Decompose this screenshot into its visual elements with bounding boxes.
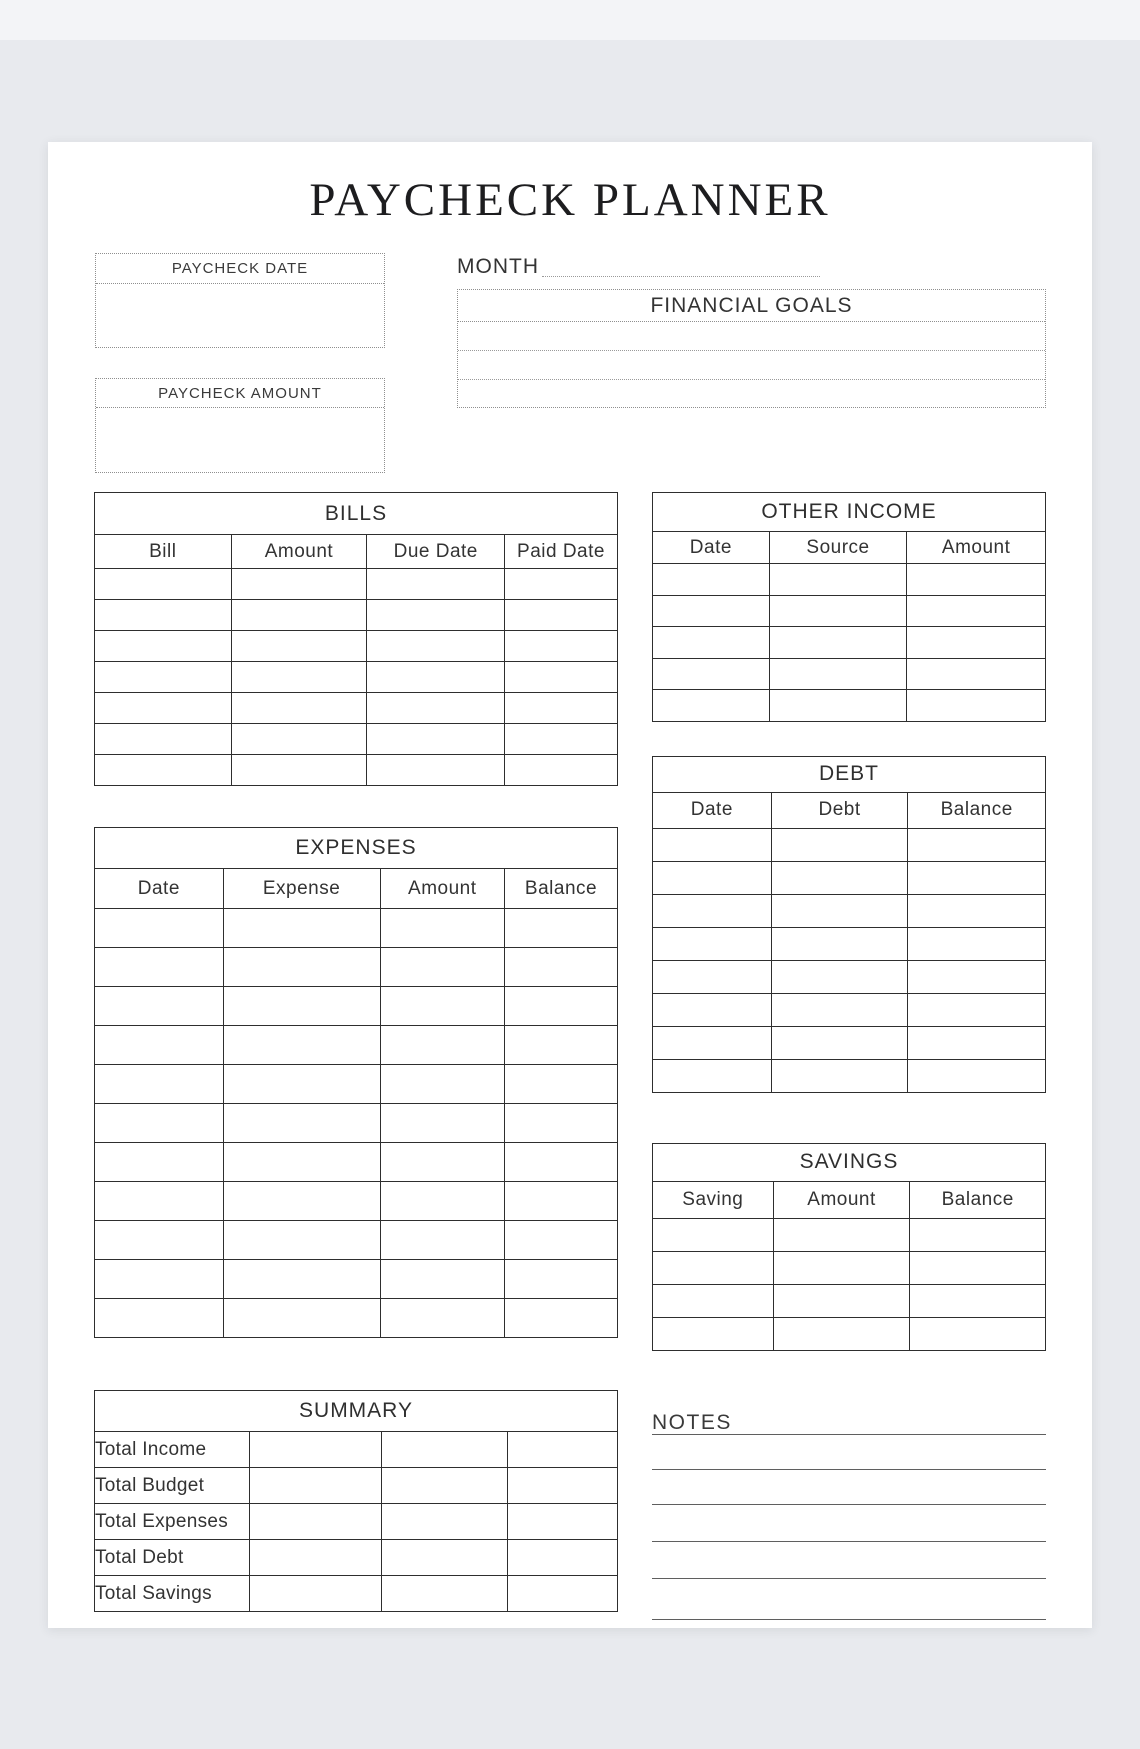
debt-cell[interactable] [771,861,908,894]
debt-cell[interactable] [908,960,1046,993]
other-income-column-header: Amount [907,532,1046,564]
expenses-cell[interactable] [505,1143,618,1182]
other-income-table [652,492,1046,722]
other-income-cell[interactable] [653,627,770,659]
debt-cell[interactable] [771,927,908,960]
summary-row-label: Total Expenses [95,1504,250,1540]
month-input-line[interactable] [542,257,820,277]
other-income-cell[interactable] [907,595,1046,627]
expenses-cell[interactable] [95,909,224,948]
bills-cell[interactable] [231,662,367,693]
summary-cell[interactable] [507,1468,617,1504]
expenses-cell[interactable] [380,1182,504,1221]
other-income-cell[interactable] [907,564,1046,596]
savings-cell[interactable] [910,1218,1046,1251]
expenses-cell[interactable] [505,909,618,948]
expenses-cell[interactable] [95,1260,224,1299]
summary-table-wrap [94,1390,618,1612]
debt-column-header: Date [653,792,772,828]
bills-cell[interactable] [95,693,232,724]
debt-cell[interactable] [771,960,908,993]
summary-cell[interactable] [381,1504,507,1540]
debt-cell[interactable] [653,927,772,960]
other-income-column-header: Source [769,532,907,564]
bills-cell[interactable] [367,631,505,662]
other-income-cell[interactable] [653,564,770,596]
expenses-cell[interactable] [223,1104,380,1143]
notes-line[interactable] [652,1505,1046,1542]
expenses-cell[interactable] [380,1143,504,1182]
expenses-table-wrap [94,827,618,1338]
other-income-table-wrap [652,492,1046,722]
bills-cell[interactable] [367,569,505,600]
other-income-column-header: Date [653,532,770,564]
bills-cell[interactable] [95,755,232,786]
expenses-cell[interactable] [95,1026,224,1065]
financial-goals-line[interactable] [458,380,1045,409]
bills-column-header: Bill [95,535,232,569]
expenses-cell[interactable] [380,1221,504,1260]
savings-cell[interactable] [773,1317,910,1350]
summary-table-title: SUMMARY [95,1391,618,1432]
bills-cell[interactable] [367,724,505,755]
bills-cell[interactable] [231,724,367,755]
other-income-cell[interactable] [653,658,770,690]
bills-cell[interactable] [367,693,505,724]
other-income-cell[interactable] [653,690,770,722]
summary-cell[interactable] [250,1432,381,1468]
bills-cell[interactable] [231,569,367,600]
expenses-cell[interactable] [380,909,504,948]
bills-cell[interactable] [95,724,232,755]
expenses-cell[interactable] [223,1026,380,1065]
expenses-cell[interactable] [95,948,224,987]
bills-cell[interactable] [367,662,505,693]
debt-column-header: Debt [771,792,908,828]
bills-cell[interactable] [367,600,505,631]
bills-cell[interactable] [505,600,618,631]
expenses-cell[interactable] [505,948,618,987]
expenses-cell[interactable] [505,1299,618,1338]
financial-goals-line[interactable] [458,351,1045,380]
financial-goals-box [457,289,1046,408]
summary-cell[interactable] [507,1432,617,1468]
summary-row-label: Total Savings [95,1576,250,1612]
debt-cell[interactable] [771,894,908,927]
expenses-cell[interactable] [223,1299,380,1338]
expenses-cell[interactable] [380,1299,504,1338]
savings-table-wrap [652,1143,1046,1351]
expenses-cell[interactable] [95,1221,224,1260]
summary-row-label: Total Income [95,1432,250,1468]
bills-column-header: Due Date [367,535,505,569]
expenses-cell[interactable] [95,1182,224,1221]
notes-label: NOTES [652,1412,1046,1435]
savings-column-header: Saving [653,1181,774,1218]
debt-cell[interactable] [908,894,1046,927]
header-section [48,253,1092,473]
financial-goals-lines [458,322,1045,409]
savings-column-header: Amount [773,1181,910,1218]
expenses-cell[interactable] [95,987,224,1026]
expenses-cell[interactable] [505,1260,618,1299]
debt-cell[interactable] [653,993,772,1026]
financial-goals-line[interactable] [458,322,1045,351]
notes-line[interactable] [652,1579,1046,1620]
bills-cell[interactable] [505,724,618,755]
savings-cell[interactable] [910,1284,1046,1317]
debt-cell[interactable] [653,828,772,861]
bills-cell[interactable] [505,631,618,662]
bills-table-wrap [94,492,618,786]
expenses-cell[interactable] [223,1260,380,1299]
planner-page [48,142,1092,1628]
savings-cell[interactable] [653,1317,774,1350]
bills-cell[interactable] [95,600,232,631]
bills-cell[interactable] [505,755,618,786]
bills-cell[interactable] [505,569,618,600]
bills-cell[interactable] [231,755,367,786]
expenses-column-header: Date [95,869,224,909]
savings-cell[interactable] [773,1284,910,1317]
summary-cell[interactable] [250,1540,381,1576]
bills-cell[interactable] [367,755,505,786]
financial-goals-label: FINANCIAL GOALS [458,290,1045,322]
savings-cell[interactable] [773,1218,910,1251]
debt-table-wrap [652,756,1046,1093]
debt-column-header: Balance [908,792,1046,828]
expenses-cell[interactable] [223,1182,380,1221]
expenses-cell[interactable] [223,1065,380,1104]
notes-line[interactable] [652,1470,1046,1505]
expenses-column-header: Expense [223,869,380,909]
bills-table [94,492,618,786]
debt-cell[interactable] [908,1026,1046,1059]
expenses-cell[interactable] [380,1104,504,1143]
expenses-cell[interactable] [380,948,504,987]
debt-cell[interactable] [908,861,1046,894]
debt-cell[interactable] [653,861,772,894]
savings-cell[interactable] [910,1251,1046,1284]
expenses-cell[interactable] [95,1143,224,1182]
bills-cell[interactable] [231,600,367,631]
debt-cell[interactable] [771,828,908,861]
bills-column-header: Paid Date [505,535,618,569]
expenses-column-header: Amount [380,869,504,909]
debt-cell[interactable] [653,1059,772,1092]
summary-cell[interactable] [507,1576,617,1612]
notes-line[interactable] [652,1435,1046,1470]
debt-cell[interactable] [908,828,1046,861]
left-column [94,492,618,1620]
page-title: PAYCHECK PLANNER [309,174,831,226]
other-income-cell[interactable] [907,658,1046,690]
expenses-cell[interactable] [223,909,380,948]
expenses-cell[interactable] [505,1104,618,1143]
savings-column-header: Balance [910,1181,1046,1218]
debt-cell[interactable] [653,894,772,927]
savings-cell[interactable] [910,1317,1046,1350]
other-income-cell[interactable] [769,627,907,659]
notes-lines [652,1435,1046,1620]
tables-section [48,492,1092,1620]
savings-cell[interactable] [653,1251,774,1284]
bills-cell[interactable] [505,662,618,693]
summary-cell[interactable] [250,1504,381,1540]
other-income-cell[interactable] [907,627,1046,659]
bills-table-title: BILLS [95,493,618,535]
summary-row-label: Total Budget [95,1468,250,1504]
expenses-table [94,827,618,1338]
expenses-cell[interactable] [505,1026,618,1065]
paycheck-amount-label: PAYCHECK AMOUNT [96,379,384,408]
expenses-cell[interactable] [95,1065,224,1104]
other-income-table-title: OTHER INCOME [653,493,1046,532]
expenses-cell[interactable] [505,987,618,1026]
summary-cell[interactable] [507,1504,617,1540]
paycheck-amount-input-area[interactable] [96,408,384,471]
notes-line[interactable] [652,1542,1046,1579]
debt-cell[interactable] [771,1026,908,1059]
debt-table [652,756,1046,1093]
bills-cell[interactable] [95,631,232,662]
expenses-cell[interactable] [380,1026,504,1065]
month-row [457,253,1046,277]
other-income-cell[interactable] [769,690,907,722]
other-income-cell[interactable] [907,690,1046,722]
expenses-cell[interactable] [505,1221,618,1260]
other-income-cell[interactable] [769,595,907,627]
other-income-cell[interactable] [653,595,770,627]
expenses-cell[interactable] [95,1104,224,1143]
expenses-cell[interactable] [223,948,380,987]
right-column [652,492,1046,1620]
summary-cell[interactable] [381,1540,507,1576]
bills-column-header: Amount [231,535,367,569]
paycheck-date-label: PAYCHECK DATE [96,254,384,284]
paycheck-amount-box [95,378,385,473]
paycheck-date-input-area[interactable] [96,284,384,347]
bills-cell[interactable] [231,631,367,662]
savings-table-title: SAVINGS [653,1143,1046,1181]
expenses-table-title: EXPENSES [95,828,618,869]
paycheck-date-box [95,253,385,348]
summary-cell[interactable] [381,1432,507,1468]
debt-cell[interactable] [908,927,1046,960]
debt-cell[interactable] [771,1059,908,1092]
expenses-column-header: Balance [505,869,618,909]
summary-cell[interactable] [381,1468,507,1504]
expenses-cell[interactable] [505,1065,618,1104]
expenses-cell[interactable] [380,1065,504,1104]
summary-row-label: Total Debt [95,1540,250,1576]
expenses-cell[interactable] [380,987,504,1026]
debt-table-title: DEBT [653,756,1046,792]
savings-table [652,1143,1046,1351]
debt-cell[interactable] [653,1026,772,1059]
bills-cell[interactable] [95,569,232,600]
summary-cell[interactable] [381,1576,507,1612]
expenses-cell[interactable] [223,1143,380,1182]
savings-cell[interactable] [653,1218,774,1251]
background-top-strip [0,0,1140,40]
bills-cell[interactable] [231,693,367,724]
expenses-cell[interactable] [380,1260,504,1299]
savings-cell[interactable] [773,1251,910,1284]
expenses-cell[interactable] [223,1221,380,1260]
debt-cell[interactable] [771,993,908,1026]
summary-table [94,1390,618,1612]
savings-cell[interactable] [653,1284,774,1317]
summary-cell[interactable] [250,1468,381,1504]
month-goals-column [457,253,1046,408]
paycheck-column [95,253,385,473]
debt-cell[interactable] [653,960,772,993]
summary-cell[interactable] [507,1540,617,1576]
debt-cell[interactable] [908,993,1046,1026]
bills-cell[interactable] [95,662,232,693]
month-label: MONTH [457,255,539,278]
expenses-cell[interactable] [223,987,380,1026]
expenses-cell[interactable] [95,1299,224,1338]
debt-cell[interactable] [908,1059,1046,1092]
bills-cell[interactable] [505,693,618,724]
expenses-cell[interactable] [505,1182,618,1221]
summary-cell[interactable] [250,1576,381,1612]
other-income-cell[interactable] [769,658,907,690]
other-income-cell[interactable] [769,564,907,596]
notes-section [652,1412,1046,1620]
